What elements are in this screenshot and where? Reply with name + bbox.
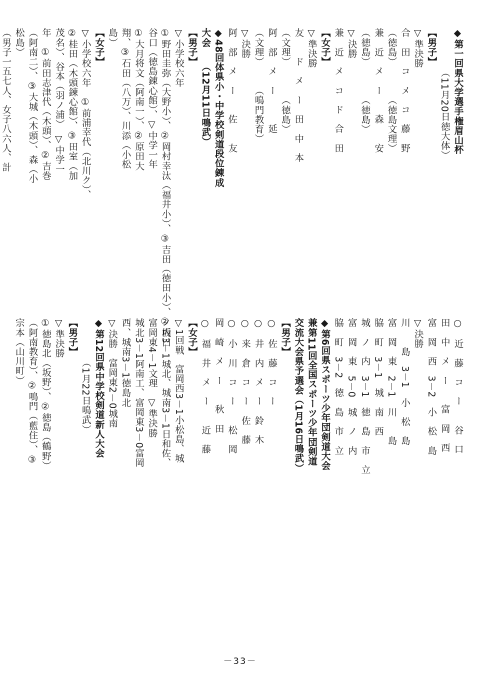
- result-line: （阿南教育）、②鳴門（藍住）、③: [26, 318, 38, 466]
- round-label: ▽準決勝: [305, 28, 317, 69]
- round-label: ▽決勝: [345, 28, 357, 59]
- section-heading: 大会 （12月11日鳴武）: [199, 28, 211, 147]
- result-line: 岡 崎 メ ー 秋 田: [212, 318, 224, 434]
- division-label: 【女子】: [92, 28, 104, 67]
- result-line: 城北3－1阿南工、富岡東3－0富岡: [132, 318, 144, 468]
- result-line: 宗本（山川町）: [13, 318, 25, 386]
- result-line: 脇 町 3－2 徳 島 市 立: [332, 318, 344, 456]
- result-line: ○ 来 倉 コ ー 佐 藤: [239, 318, 251, 445]
- result-line: ①野田圭弥（大野小）、②岡村幸汰（福井小）、③吉田（徳田小）、②坂口: [159, 28, 171, 348]
- result-line: 島）: [106, 28, 118, 48]
- round-label: ▽準決勝: [412, 28, 424, 69]
- section-heading: 兼第11回全国スポーツ少年団剣道: [305, 318, 317, 466]
- event-date: （1月22日鳴武）: [79, 358, 91, 435]
- result-line: 谷口（徳島錬心館）、▽中学一年: [146, 28, 158, 170]
- section-heading: ◆48回体県小・中学校剣道段位錬成: [212, 28, 224, 188]
- result-line: 年 ①前田志津代（木頭）、②吉巻: [39, 28, 51, 181]
- result-line: （阿南二）、③大城（木頭）、森（小: [26, 28, 38, 184]
- result-line: 茂名）、谷本（羽ノ浦） ▽中学一: [53, 28, 65, 174]
- result-line: 富岡東4－1文理 ▽準決勝: [146, 318, 158, 438]
- result-line: （文理） （徳島）: [279, 28, 291, 134]
- division-label: 【女子】: [319, 28, 331, 67]
- result-line: （徳島） （徳島文理）: [385, 28, 397, 154]
- section-heading: ◆第6回県スポーツ少年団剣道大会: [319, 318, 331, 471]
- result-line: 兼 近 メ コ ド 合 田: [332, 28, 344, 153]
- result-line: ノ内3－1城北、城南3－1日和佐、: [159, 318, 171, 468]
- result-line: 西、城南3－1徳島北: [119, 318, 131, 408]
- result-line: （徳島） （徳島）: [358, 28, 370, 134]
- division-label: 【男子】: [425, 28, 437, 67]
- result-line: 川 島 3－1 小 松 島: [398, 318, 410, 446]
- division-label: 【女子】: [186, 318, 198, 357]
- upper-text-block: [0, 28, 464, 348]
- division-label: 【男子】: [186, 28, 198, 67]
- section-heading: ◆第12回県中学校剣道新人大会: [92, 318, 104, 459]
- division-label: 【男子】: [66, 318, 78, 357]
- result-line: ○ 近 藤 コ ー 谷 口: [452, 318, 463, 455]
- result-line: 友 ド メ ー 田 中 本: [292, 28, 304, 163]
- result-line: ▽小学校六年 ①前浦幸代（北川ク）、: [79, 28, 91, 200]
- participant-count: （男子一五七人、女子八六人、計: [0, 28, 11, 172]
- result-line: 富 岡 東 2－1 川 島: [385, 318, 397, 446]
- result-line: 阿 部 メ ー 延: [265, 28, 277, 134]
- result-line: 富 岡 東 5－0 城 ノ 内: [345, 318, 357, 456]
- lower-text-block: [13, 318, 464, 580]
- result-line: ○ 佐 藤 コ ー: [265, 318, 277, 426]
- result-line: 田 中 メ ー 富 岡 西: [438, 318, 450, 453]
- result-line: 阿 部 メ ー 佐 友: [225, 28, 237, 153]
- result-line: ▽1回戦 富岡西3－1小松島、城: [172, 318, 184, 464]
- result-line: 合 田 コ メ コ 藤 野: [398, 28, 410, 153]
- result-line: ①大月将文（阿南一）、②原田大: [132, 28, 144, 171]
- result-line: 松島）: [13, 28, 25, 57]
- round-label: ▽準決勝: [53, 318, 65, 359]
- round-label: ▽決勝: [412, 318, 424, 349]
- result-line: ○ 小 川 コ ー 松 岡: [225, 318, 237, 455]
- section-heading: 交流大会県予選会（1月16日鳴武）: [292, 318, 304, 473]
- section-heading: ◆第一回県大学選手権眉山杯: [452, 28, 463, 155]
- round-label: ▽決勝: [239, 28, 251, 59]
- result-line: ①徳島北（坂野）、②徳島（鶴野）: [39, 318, 51, 471]
- event-date: （11月20日徳大体）: [438, 68, 450, 161]
- result-line: 脇 町 3－1 城 南 西: [372, 318, 384, 437]
- result-line: ②桂田（木頭錬心館）、③田室（加: [66, 28, 78, 181]
- result-line: （文理） （鳴門教育）: [252, 28, 264, 144]
- result-line: ○ 福 井 メ ー 近 藤: [199, 318, 211, 455]
- division-label: 【男子】: [279, 318, 291, 357]
- result-line: 富 岡 西 3－2 小 松 島: [425, 318, 437, 456]
- result-line: 翔、③石田（八万）、川添（小松: [119, 28, 131, 170]
- result-line: 城 ノ 内 3－1 徳 島 市 立: [358, 318, 370, 475]
- result-line: ○ 井 内 メ ー 鈴 木: [252, 318, 264, 445]
- round-label: ▽小学校六年: [172, 28, 184, 88]
- result-line: 兼 近 メ ー 森 安: [372, 28, 384, 153]
- page-number: －33－: [223, 657, 257, 667]
- result-line: ▽決勝 富岡東2－0城南: [106, 318, 118, 429]
